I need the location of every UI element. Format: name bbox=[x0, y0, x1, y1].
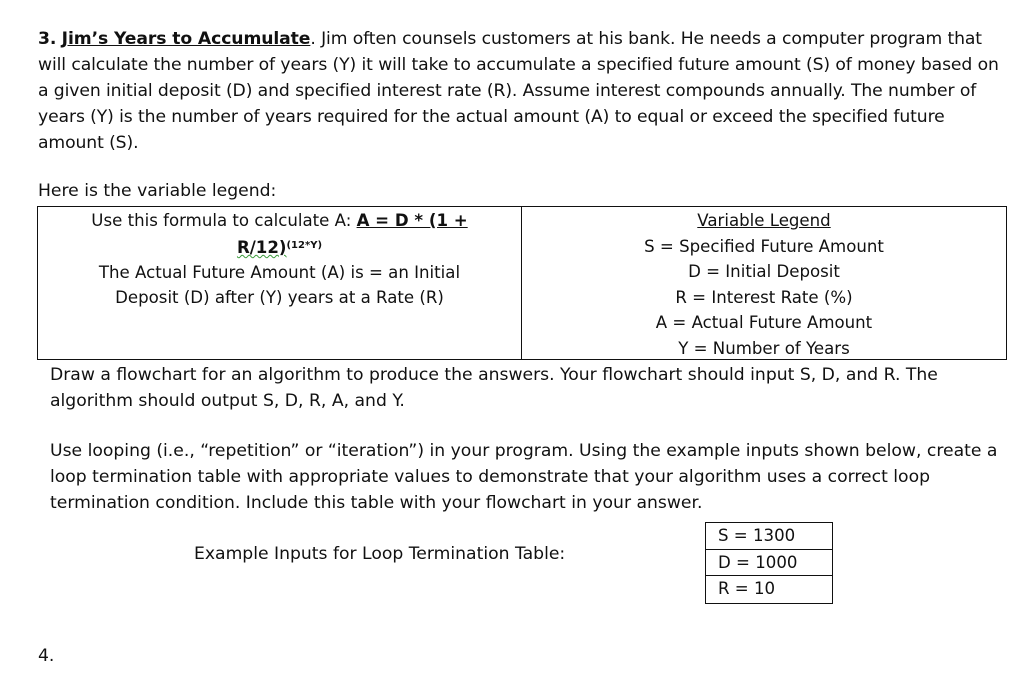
legend-item-d: D = Initial Deposit bbox=[688, 262, 840, 282]
instructions-paragraph-2: Use looping (i.e., “repetition” or “iteration”) in your program. Using the example inputs shown below, create a loop termination table with appropriate values to demonstrate that your algorithm uses a correct loop termination condition. Include this table with your flowchart in your answer. bbox=[50, 441, 998, 513]
formula-cell bbox=[38, 207, 522, 359]
example-inputs-label: Example Inputs for Loop Termination Table: bbox=[194, 544, 566, 564]
formula-part-1: A = D * (1 + bbox=[356, 211, 468, 230]
variable-legend-table bbox=[37, 206, 1007, 360]
formula-line-1 bbox=[38, 208, 521, 233]
problem-body: . Jim often counsels customers at his bank. He needs a computer program that will calculate the number of years (Y) it will take to accumulate a specified future amount (S) of money based on a given initial deposit (D) and specified interest rate (R). Assume interest compounds annually. The number of years (Y) is the number of years required for the actual amount (A) to equal or exceed the specified future amount (S). bbox=[38, 29, 999, 153]
legend-heading: Variable Legend bbox=[697, 211, 831, 230]
formula-lead: Use this formula to calculate A: bbox=[91, 211, 357, 230]
legend-cell bbox=[522, 207, 1006, 359]
formula-line-2 bbox=[38, 233, 521, 260]
legend-item-r: R = Interest Rate (%) bbox=[675, 287, 853, 307]
problem-statement bbox=[38, 26, 1006, 156]
example-input-r: R = 10 bbox=[718, 579, 776, 598]
instructions-paragraph-1: Draw a flowchart for an algorithm to produce the answers. Your flowchart should input S, D, and R. The algorithm should output S, D, R, A, and Y. bbox=[50, 365, 938, 411]
problem-number: 3. bbox=[38, 29, 57, 49]
legend-item-s: S = Specified Future Amount bbox=[644, 236, 884, 256]
formula-part-2: R/12) bbox=[236, 238, 287, 257]
example-inputs-table bbox=[705, 522, 833, 604]
formula-exponent: (12*Y) bbox=[286, 240, 323, 251]
legend-intro: Here is the variable legend: bbox=[38, 181, 277, 201]
formula-description-2: Deposit (D) after (Y) years at a Rate (R) bbox=[115, 288, 444, 307]
example-input-s: S = 1300 bbox=[706, 523, 832, 550]
example-input-d: D = 1000 bbox=[706, 550, 832, 577]
problem-title: Jim’s Years to Accumulate bbox=[61, 29, 311, 49]
legend-item-a: A = Actual Future Amount bbox=[655, 313, 873, 333]
formula-description-1: The Actual Future Amount (A) is = an Initial bbox=[98, 263, 461, 282]
next-problem-number: 4. bbox=[38, 646, 55, 666]
legend-item-y: Y = Number of Years bbox=[678, 338, 850, 358]
